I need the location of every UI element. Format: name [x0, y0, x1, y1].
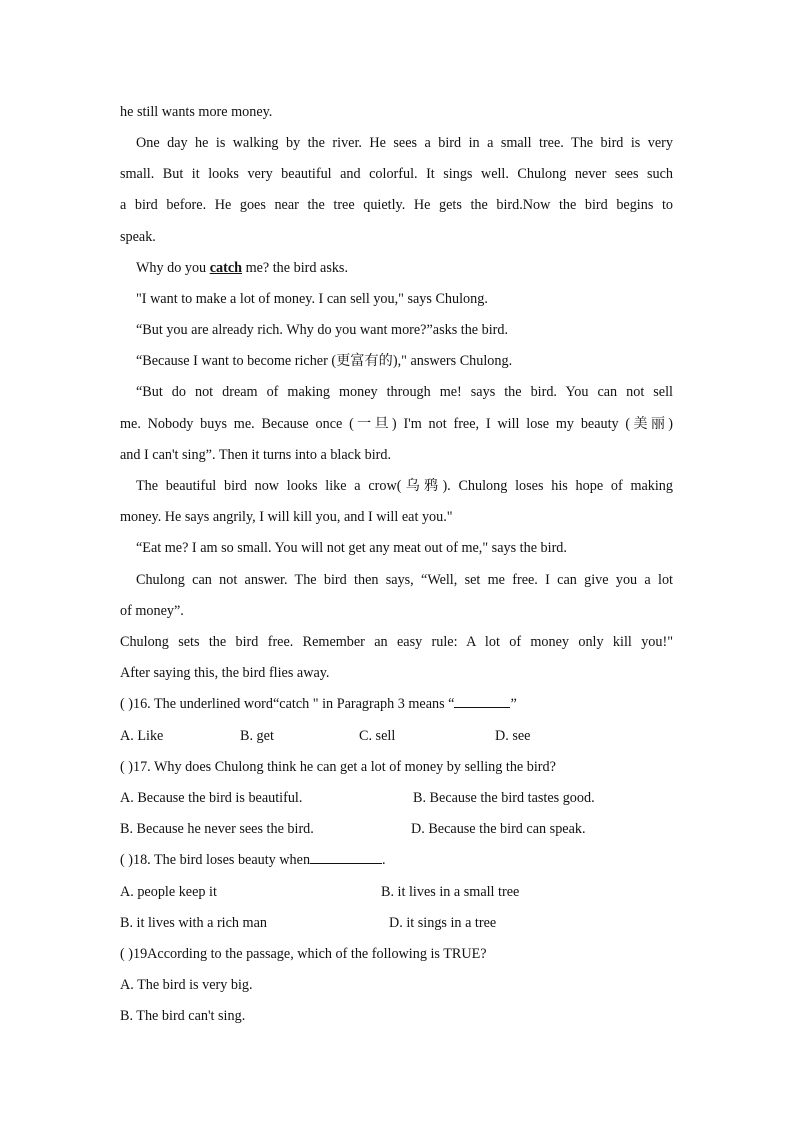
question-text: .	[382, 852, 386, 868]
option-b: B. get	[240, 728, 274, 744]
passage-line: After saying this, the bird flies away.	[120, 665, 330, 681]
passage-line: me. Nobody buys me. Because once (一旦) I'm not free, I will lose my beauty (美丽)	[120, 416, 673, 432]
passage-text: Why do you	[136, 260, 207, 276]
passage-line: speak.	[120, 229, 156, 245]
question-text: ”	[510, 696, 517, 712]
passage-line: “Eat me? I am so small. You will not get any meat out of me," says the bird.	[136, 540, 567, 556]
option-a: A. The bird is very big.	[120, 977, 253, 993]
passage-line: Chulong sets the bird free. Remember an easy rule: A lot of money only kill you!"	[120, 634, 673, 650]
question-text: ( )16. The underlined word“catch " in Paragraph 3 means “	[120, 696, 455, 712]
option-a: A. people keep it	[120, 884, 217, 900]
answer-blank[interactable]	[310, 851, 382, 864]
passage-line: small. But it looks very beautiful and colorful. It sings well. Chulong never sees such	[120, 166, 673, 182]
passage-line: he still wants more money.	[120, 104, 273, 120]
passage-line: “But do not dream of making money through me! says the bird. You can not sell	[136, 384, 673, 400]
question-18-stem	[120, 851, 673, 869]
option-c: B. it lives with a rich man	[120, 915, 267, 931]
passage-line: "I want to make a lot of money. I can sell you," says Chulong.	[136, 291, 488, 307]
passage-line: “But you are already rich. Why do you want more?”asks the bird.	[136, 322, 509, 338]
option-a: A. Because the bird is beautiful.	[120, 790, 303, 806]
option-b: B. Because the bird tastes good.	[413, 790, 595, 806]
option-b: B. it lives in a small tree	[381, 884, 520, 900]
passage-line: and I can't sing”. Then it turns into a black bird.	[120, 447, 392, 463]
passage-line: One day he is walking by the river. He sees a bird in a small tree. The bird is very	[136, 135, 673, 151]
question-19-stem: ( )19According to the passage, which of the following is TRUE?	[120, 946, 487, 962]
option-a: A. Like	[120, 728, 164, 744]
passage-line: a bird before. He goes near the tree quietly. He gets the bird.Now the bird begins to	[120, 197, 673, 213]
option-d: D. see	[495, 728, 531, 744]
passage-line: of money”.	[120, 603, 184, 619]
passage-line: “Because I want to become richer (更富有的)," answers Chulong.	[136, 353, 513, 369]
option-b: B. The bird can't sing.	[120, 1008, 246, 1024]
passage-text: me? the bird asks.	[245, 260, 348, 276]
answer-blank[interactable]	[454, 695, 510, 708]
question-16-stem	[120, 695, 673, 713]
underlined-word: catch	[209, 260, 243, 276]
option-d: D. it sings in a tree	[389, 915, 497, 931]
passage-line	[136, 259, 673, 277]
question-17-stem: ( )17. Why does Chulong think he can get a lot of money by selling the bird?	[120, 759, 556, 775]
passage-line: money. He says angrily, I will kill you, and I will eat you."	[120, 509, 453, 525]
option-d: D. Because the bird can speak.	[411, 821, 586, 837]
passage-line: The beautiful bird now looks like a crow(乌鸦). Chulong loses his hope of making	[136, 478, 673, 494]
passage-line: Chulong can not answer. The bird then says, “Well, set me free. I can give you a lot	[136, 572, 673, 588]
option-c: C. sell	[359, 728, 396, 744]
option-c: B. Because he never sees the bird.	[120, 821, 314, 837]
question-text: ( )18. The bird loses beauty when	[120, 852, 311, 868]
